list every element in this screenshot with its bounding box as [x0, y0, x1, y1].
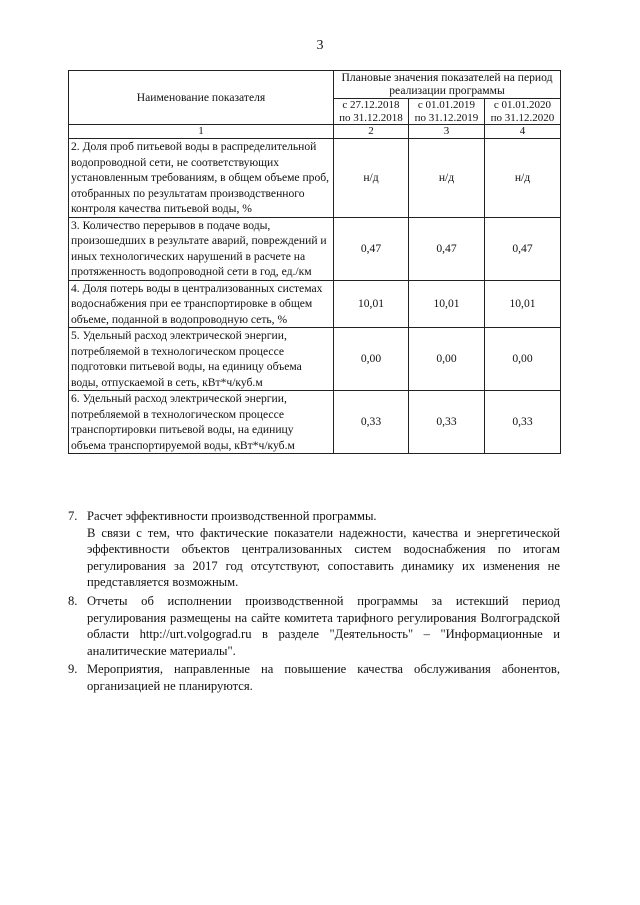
indicator-value: 0,00 — [334, 328, 409, 391]
indicator-value: 0,33 — [334, 391, 409, 454]
table-row — [69, 217, 561, 280]
note-number: 9. — [68, 662, 78, 677]
indicator-name: 4. Доля потерь воды в централизованных системах водоснабжения при ее транспортировке в общем объеме, поданной в водопроводную сеть, % — [69, 280, 334, 328]
indicator-value: 0,33 — [485, 391, 561, 454]
note-item — [68, 508, 560, 591]
indicator-name: 6. Удельный расход электрической энергии, потребляемой в технологическом процессе транспортировки питьевой воды, на единицу объема транспортируемой воды, кВт*ч/куб.м — [69, 391, 334, 454]
indicator-value: н/д — [409, 139, 485, 218]
column-number: 2 — [334, 125, 409, 139]
table-header-row — [69, 71, 561, 99]
indicator-name: 5. Удельный расход электрической энергии, потребляемой в технологическом процессе подготовки питьевой воды, на единицу объема воды, отпускаемой в сеть, кВт*ч/куб.м — [69, 328, 334, 391]
indicator-value: 10,01 — [485, 280, 561, 328]
indicator-value: 0,00 — [409, 328, 485, 391]
table-row — [69, 139, 561, 218]
indicator-value: 0,47 — [334, 217, 409, 280]
column-number: 3 — [409, 125, 485, 139]
note-number: 7. — [68, 509, 78, 523]
table-row — [69, 391, 561, 454]
notes-list — [68, 508, 560, 697]
indicator-value: 10,01 — [409, 280, 485, 328]
note-title: Расчет эффективности производственной программы. — [87, 509, 377, 523]
indicator-value: н/д — [334, 139, 409, 218]
note-item — [68, 593, 560, 659]
header-period-2018: с 27.12.2018 по 31.12.2018 — [334, 99, 409, 125]
note-item — [68, 661, 560, 694]
indicator-value: 0,00 — [485, 328, 561, 391]
header-period-2020: с 01.01.2020 по 31.12.2020 — [485, 99, 561, 125]
indicator-name: 3. Количество перерывов в подаче воды, произошедших в результате аварий, повреждений и иных технологических нарушений в расчете на протяженность водопроводной сети в год, ед./км — [69, 217, 334, 280]
note-text: Мероприятия, направленные на повышение качества обслуживания абонентов, организацией не планируются. — [87, 662, 560, 693]
note-number: 8. — [68, 593, 78, 608]
indicator-value: н/д — [485, 139, 561, 218]
column-number: 4 — [485, 125, 561, 139]
indicator-value: 10,01 — [334, 280, 409, 328]
page-number: 3 — [316, 38, 324, 53]
indicator-name: 2. Доля проб питьевой воды в распределительной водопроводной сети, не соответствующих установленным требованиям, в общем объеме проб, отобранных по результатам производственного контроля качества питьевой воды, % — [69, 139, 334, 218]
header-period-2019: с 01.01.2019 по 31.12.2019 — [409, 99, 485, 125]
note-text: В связи с тем, что фактические показатели надежности, качества и энергетической эффективности объектов централизованных систем водоснабжения по итогам регулирования за 2017 год отсутствуют, сопоставить динамику их изменения не представляется возможным. — [87, 525, 560, 590]
table-column-numbers-row — [69, 125, 561, 139]
header-indicator-name: Наименование показателя — [69, 71, 334, 125]
table-row — [69, 280, 561, 328]
note-text: Отчеты об исполнении производственной программы за истекший период регулирования размещены на сайте комитета тарифного регулирования Волгоградской области http://urt.volgograd.ru в разделе "Деятельность" – "Информационные и аналитические материалы". — [87, 593, 560, 658]
indicators-table — [68, 70, 561, 454]
column-number: 1 — [69, 125, 334, 139]
table-row — [69, 328, 561, 391]
indicator-value: 0,47 — [485, 217, 561, 280]
indicator-value: 0,33 — [409, 391, 485, 454]
indicator-value: 0,47 — [409, 217, 485, 280]
header-plan-values: Плановые значения показателей на период реализации программы — [334, 71, 561, 99]
